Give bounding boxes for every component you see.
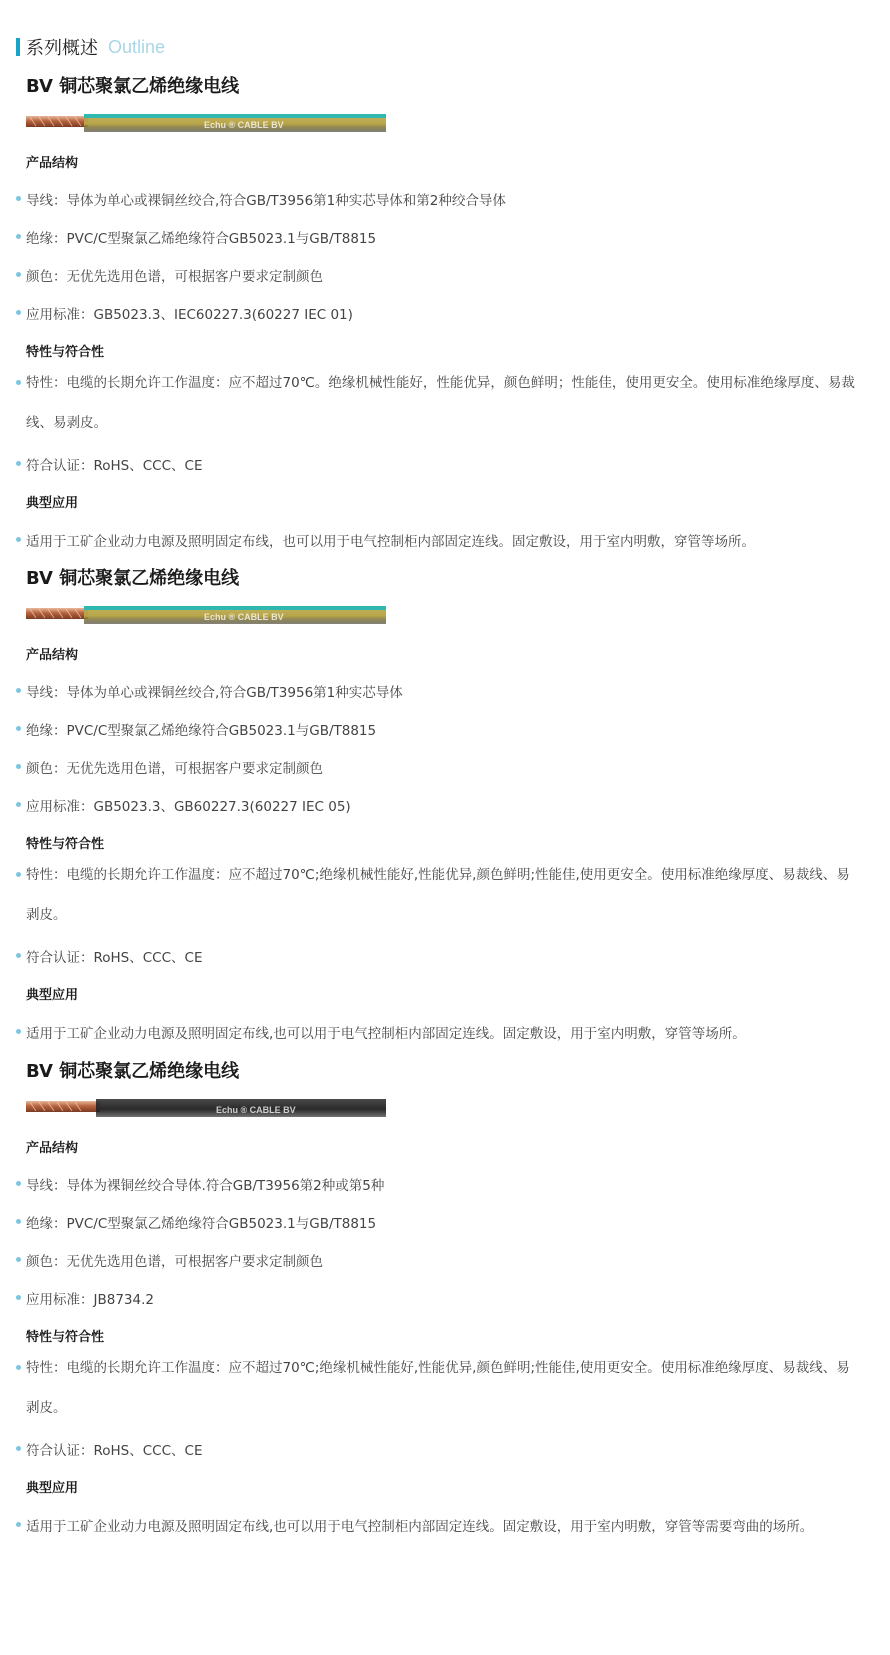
structure-item xyxy=(26,1250,323,1270)
structure-item xyxy=(26,303,353,323)
section-title: BV 铜芯聚氯乙烯绝缘电线 xyxy=(26,568,240,589)
bullet-dot-icon xyxy=(16,802,21,807)
bullet-dot-icon xyxy=(16,537,21,542)
structure-item-text: 导线：导体为单心或裸铜丝绞合,符合GB/T3956第1种实芯导体和第2种绞合导体 xyxy=(26,193,506,209)
structure-item-text: 绝缘：PVC/C型聚氯乙烯绝缘符合GB5023.1与GB/T8815 xyxy=(26,1216,377,1232)
heading-structure: 产品结构 xyxy=(26,648,79,663)
structure-item xyxy=(26,719,376,739)
bullet-dot-icon xyxy=(16,1029,21,1034)
structure-item-text: 应用标准：JB8734.2 xyxy=(26,1292,154,1308)
bullet-dot-icon xyxy=(16,953,21,958)
cable-image xyxy=(26,600,386,624)
bullet-dot-icon xyxy=(16,764,21,769)
bullet-dot-icon xyxy=(16,1219,21,1224)
bullet-dot-icon xyxy=(16,310,21,315)
feature-item xyxy=(26,363,856,443)
certification-item xyxy=(26,454,203,474)
cable-image xyxy=(26,108,386,132)
outline-title-cn: 系列概述 xyxy=(26,38,98,59)
structure-item xyxy=(26,1212,376,1232)
structure-item xyxy=(26,265,323,285)
heading-features: 特性与符合性 xyxy=(26,345,105,360)
structure-item-text: 颜色：无优先选用色谱，可根据客户要求定制颜色 xyxy=(26,269,323,285)
bullet-dot-icon xyxy=(16,688,21,693)
structure-item-text: 绝缘：PVC/C型聚氯乙烯绝缘符合GB5023.1与GB/T8815 xyxy=(26,231,377,247)
cable-print-label: Echu ® CABLE BV xyxy=(204,612,284,622)
series-section xyxy=(0,72,890,562)
structure-item xyxy=(26,227,376,247)
structure-item xyxy=(26,757,323,777)
certification-item xyxy=(26,1439,203,1459)
cable-image xyxy=(26,1093,386,1117)
structure-item-text: 颜色：无优先选用色谱，可根据客户要求定制颜色 xyxy=(26,1254,323,1270)
heading-features: 特性与符合性 xyxy=(26,837,105,852)
bullet-dot-icon xyxy=(16,1365,21,1370)
bullet-dot-icon xyxy=(16,1522,21,1527)
cable-illustration xyxy=(26,1093,386,1117)
feature-item xyxy=(26,855,856,935)
structure-item xyxy=(26,1174,384,1194)
structure-item-text: 颜色：无优先选用色谱，可根据客户要求定制颜色 xyxy=(26,761,323,777)
structure-item xyxy=(26,189,506,209)
feature-text: 特性：电缆的长期允许工作温度：应不超过70℃。绝缘机械性能好，性能优异，颜色鲜明；性能佳，使用更安全。使用标准绝缘厚度、易裁线、易剥皮。 xyxy=(26,375,855,431)
heading-application: 典型应用 xyxy=(26,988,79,1003)
application-item xyxy=(26,530,755,550)
application-text: 适用于工矿企业动力电源及照明固定布线，也可以用于电气控制柜内部固定连线。固定敷设，用于室内明敷，穿管等场所。 xyxy=(26,534,755,550)
certification-text: 符合认证：RoHS、CCC、CE xyxy=(26,1443,203,1459)
structure-item-text: 应用标准：GB5023.3、GB60227.3(60227 IEC 05) xyxy=(26,799,351,815)
bullet-dot-icon xyxy=(16,234,21,239)
outline-header xyxy=(16,37,165,57)
heading-application: 典型应用 xyxy=(26,1481,79,1496)
cable-illustration xyxy=(26,600,386,624)
structure-item-text: 应用标准：GB5023.3、IEC60227.3(60227 IEC 01) xyxy=(26,307,353,323)
feature-text: 特性：电缆的长期允许工作温度：应不超过70℃;绝缘机械性能好,性能优异,颜色鲜明;性能佳,使用更安全。使用标准绝缘厚度、易裁线、易剥皮。 xyxy=(26,867,850,923)
bullet-dot-icon xyxy=(16,1257,21,1262)
outline-title-en: Outline xyxy=(108,36,166,57)
bullet-dot-icon xyxy=(16,1295,21,1300)
application-text: 适用于工矿企业动力电源及照明固定布线,也可以用于电气控制柜内部固定连线。固定敷设，用于室内明敷，穿管等需要弯曲的场所。 xyxy=(26,1519,814,1535)
section-title: BV 铜芯聚氯乙烯绝缘电线 xyxy=(26,76,240,97)
heading-structure: 产品结构 xyxy=(26,1141,79,1156)
bullet-dot-icon xyxy=(16,1446,21,1451)
bullet-dot-icon xyxy=(16,872,21,877)
bullet-dot-icon xyxy=(16,380,21,385)
bullet-dot-icon xyxy=(16,726,21,731)
bullet-dot-icon xyxy=(16,461,21,466)
bullet-dot-icon xyxy=(16,196,21,201)
series-section xyxy=(0,564,890,1054)
cable-illustration xyxy=(26,108,386,132)
structure-item-text: 导线：导体为裸铜丝绞合导体.符合GB/T3956第2种或第5种 xyxy=(26,1178,385,1194)
structure-item xyxy=(26,681,403,701)
certification-text: 符合认证：RoHS、CCC、CE xyxy=(26,458,203,474)
bullet-dot-icon xyxy=(16,272,21,277)
feature-text: 特性：电缆的长期允许工作温度：应不超过70℃;绝缘机械性能好,性能优异,颜色鲜明;性能佳,使用更安全。使用标准绝缘厚度、易裁线、易剥皮。 xyxy=(26,1360,850,1416)
application-item xyxy=(26,1515,813,1535)
feature-item xyxy=(26,1348,856,1428)
bullet-dot-icon xyxy=(16,1181,21,1186)
accent-bar xyxy=(16,38,20,56)
cable-print-label: Echu ® CABLE BV xyxy=(204,120,284,130)
certification-text: 符合认证：RoHS、CCC、CE xyxy=(26,950,203,966)
application-text: 适用于工矿企业动力电源及照明固定布线,也可以用于电气控制柜内部固定连线。固定敷设，用于室内明敷，穿管等场所。 xyxy=(26,1026,746,1042)
structure-item-text: 导线：导体为单心或裸铜丝绞合,符合GB/T3956第1种实芯导体 xyxy=(26,685,403,701)
section-title: BV 铜芯聚氯乙烯绝缘电线 xyxy=(26,1061,240,1082)
cable-print-label: Echu ® CABLE BV xyxy=(216,1105,296,1115)
structure-item xyxy=(26,795,351,815)
application-item xyxy=(26,1022,746,1042)
heading-structure: 产品结构 xyxy=(26,156,79,171)
certification-item xyxy=(26,946,203,966)
heading-application: 典型应用 xyxy=(26,496,79,511)
series-section xyxy=(0,1057,890,1547)
structure-item-text: 绝缘：PVC/C型聚氯乙烯绝缘符合GB5023.1与GB/T8815 xyxy=(26,723,377,739)
cable-stripe xyxy=(84,606,386,610)
structure-item xyxy=(26,1288,154,1308)
cable-stripe xyxy=(84,114,386,118)
heading-features: 特性与符合性 xyxy=(26,1330,105,1345)
